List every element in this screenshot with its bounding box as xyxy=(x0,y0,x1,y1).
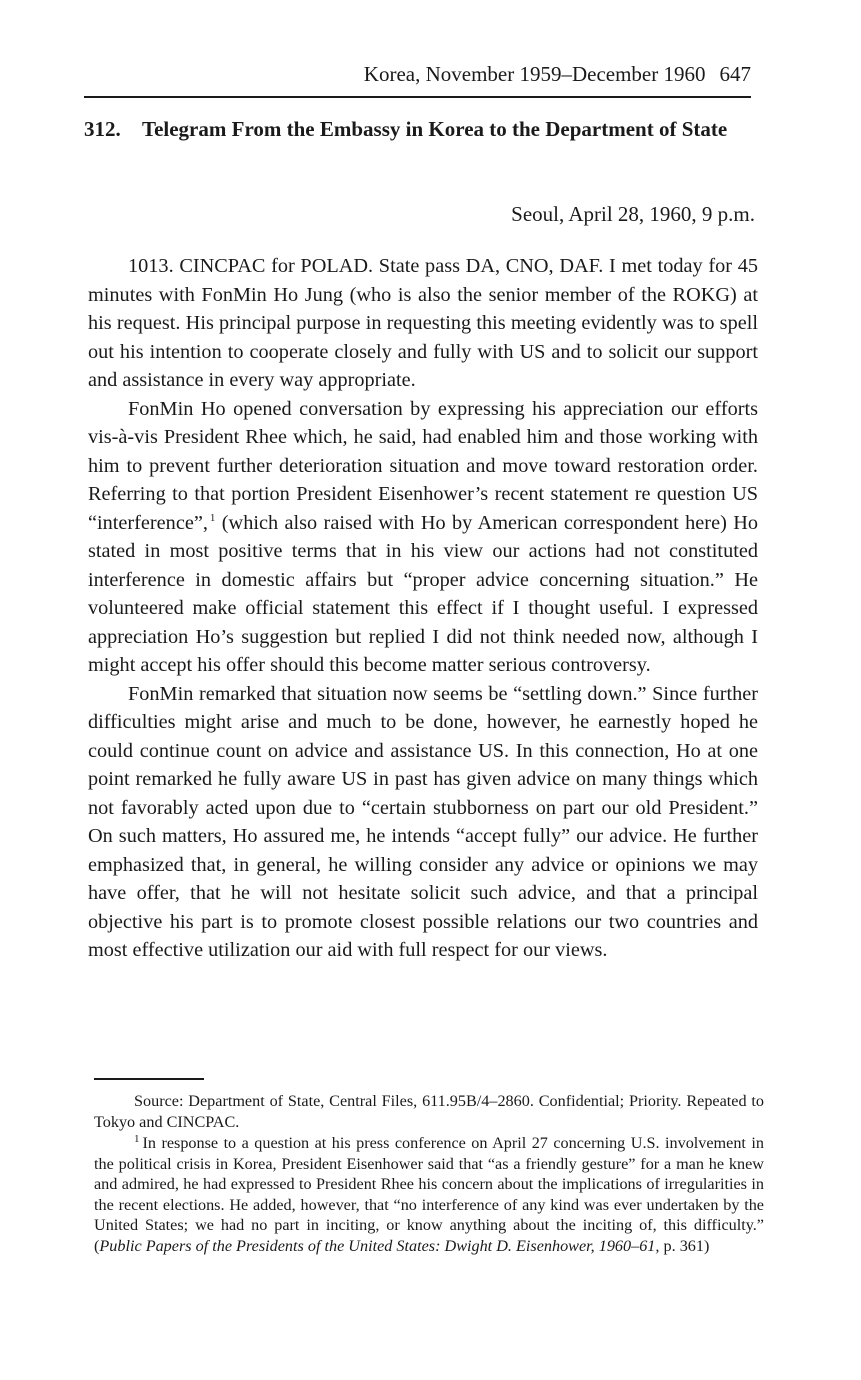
footnote-divider xyxy=(94,1078,204,1080)
running-title: Korea, November 1959–December 1960 xyxy=(363,62,706,86)
page-number: 647 xyxy=(719,62,751,86)
footnote-marker: 1 xyxy=(134,1132,140,1145)
dateline: Seoul, April 28, 1960, 9 p.m. xyxy=(511,202,755,226)
document-title: Telegram From the Embassy in Korea to the Department of State xyxy=(142,117,728,141)
page-header xyxy=(84,58,751,98)
paragraph-text: FonMin Ho opened conversation by expressing his appreciation our efforts vis-à-vis President Rhee which, he said, had enabled him and those working with him to prevent further deterioration situation and move toward restoration order. Referring to that portion President Eisenhower’s recent statement re question US “interference”, xyxy=(88,397,758,534)
body-paragraph: 1013. CINCPAC for POLAD. State pass DA, CNO, DAF. I met today for 45 minutes with FonMin Ho Jung (who is also the senior member of the ROKG) at his request. His principal purpose in requesting this meeting evidently was to spell out his intention to cooperate closely and fully with US and to solicit our support and assistance in every way appropriate. xyxy=(88,255,758,391)
footnotes xyxy=(94,1091,764,1256)
footnote-citation-title: Public Papers of the Presidents of the United States: Dwight D. Eisenhower, 1960–61, xyxy=(99,1236,660,1255)
document-heading xyxy=(84,114,764,144)
footnote-text: In response to a question at his press conference on April 27 concerning U.S. involvement in the political crisis in Korea, President Eisenhower said that “as a friendly gesture” for a man he knew and admired, he had expressed to President Rhee his concern about the implications of irregularities in the recent elections. He added, however, that “no interference of any kind was ever undertaken by the United States; we had no part in inciting, or know anything about the inciting of, this difficulty.” ( xyxy=(94,1134,764,1255)
footnote-1 xyxy=(94,1133,764,1256)
footnote-reference[interactable]: 1 xyxy=(209,511,216,524)
body-paragraph xyxy=(88,395,758,680)
body-paragraph: FonMin remarked that situation now seems be “settling down.” Since further difficulties might arise and much to be done, however, he earnestly hoped he could continue count on advice and assistance US. In this connection, Ho at one point remarked he fully aware US in past has given advice on many things which not favorably acted upon due to “certain stubborness on part our old President.” On such matters, Ho assured me, he intends “accept fully” our advice. He further emphasized that, in general, he willing consider any advice or opinions we may have offer, that he will not hesitate solicit such advice, and that a principal objective his part is to promote closest possible relations our two countries and most effective utilization our aid with full respect for our views. xyxy=(88,682,758,961)
source-note: Source: Department of State, Central Files, 611.95B/4–2860. Confidential; Priority. Repeated to Tokyo and CINCPAC. xyxy=(94,1092,764,1131)
document-number: 312. xyxy=(84,117,121,141)
paragraph-text: (which also raised with Ho by American correspondent here) Ho stated in most positive terms that in his view our actions had not constituted interference in domestic affairs but “proper advice concerning situation.” He volunteered make official statement this effect if I thought useful. I expressed appreciation Ho’s suggestion but replied I did not think needed now, although I might accept his offer should this become matter serious controversy. xyxy=(88,511,758,676)
footnote-citation-end: p. 361) xyxy=(659,1236,710,1255)
running-head xyxy=(364,62,751,87)
telegram-body xyxy=(88,252,758,965)
